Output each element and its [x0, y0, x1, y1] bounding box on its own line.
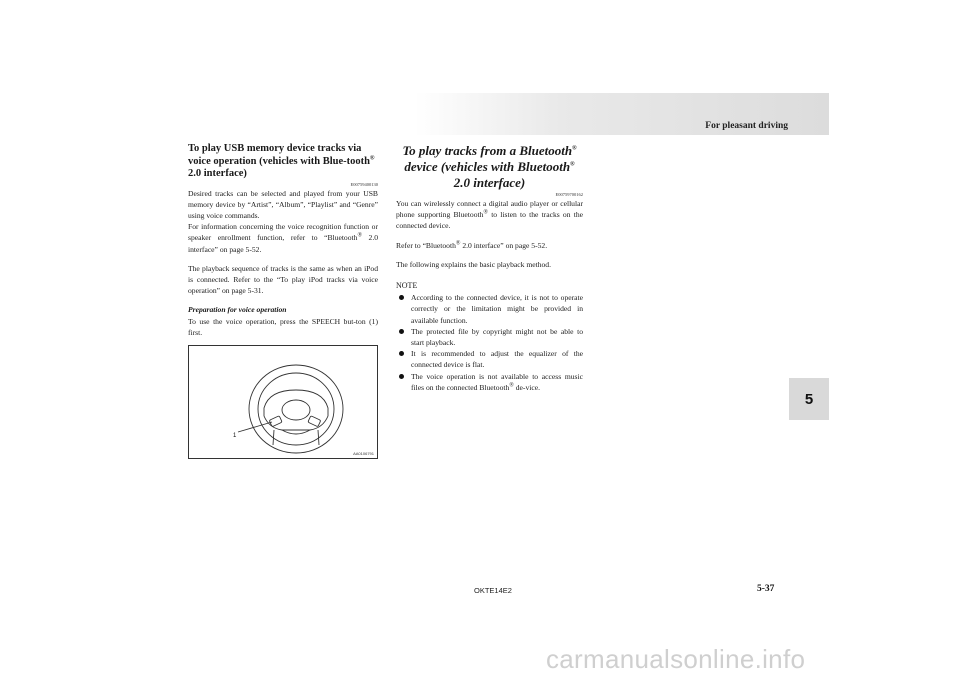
watermark: carmanualsonline.info: [546, 644, 806, 674]
right-section-code: E00759700162: [555, 192, 583, 197]
bullet-icon: [399, 351, 404, 356]
left-para-1: Desired tracks can be selected and played from your USB memory device by “Artist”, “Album”, “Playlist” and “Genre” using voice commands.: [188, 188, 378, 220]
note-item: The protected file by copyright might not be able to start playback.: [396, 326, 583, 348]
bullet-icon: [399, 329, 404, 334]
steering-wheel-illustration: [189, 346, 377, 458]
preparation-subheading: Preparation for voice operation: [188, 305, 287, 315]
right-heading: To play tracks from a Bluetooth® device (vehicles with Bluetooth® 2.0 interface): [402, 143, 577, 190]
footer-doc-code: OKTE14E2: [474, 586, 512, 595]
left-column: [188, 143, 378, 338]
note-item: It is recommended to adjust the equalizer of the connected device is flat.: [396, 348, 583, 370]
page-number: 5-37: [757, 584, 775, 594]
left-para-2: For information concerning the voice recognition function or speaker enrollment function, refer to “Bluetooth® 2.0 interface” on page 5-52.: [188, 222, 379, 254]
right-para-1: You can wirelessly connect a digital audio player or cellular phone supporting Bluetooth® to listen to the tracks on the connected device.: [396, 199, 583, 231]
chapter-tab: 5: [789, 378, 829, 420]
left-para-3: The playback sequence of tracks is the same as when an iPod is connected. Refer to the “To play iPod tracks via voice operation” on page 5-31.: [188, 263, 378, 296]
right-para-2: Refer to “Bluetooth® 2.0 interface” on page 5-52.: [396, 240, 548, 250]
note-item: According to the connected device, it is not to operate correctly or the limitation might be provided in available function.: [396, 292, 583, 326]
left-section-code: E00759400130: [350, 181, 378, 187]
section-title: For pleasant driving: [705, 121, 788, 131]
left-heading: To play USB memory device tracks via voice operation (vehicles with Blue-tooth® 2.0 interface): [188, 143, 375, 179]
bullet-icon: [399, 374, 404, 379]
figure-callout-1: 1: [233, 433, 237, 439]
note-item: The voice operation is not available to access music files on the connected Bluetooth® de-vice.: [396, 371, 583, 393]
left-para-4: To use the voice operation, press the SPEECH but-ton (1) first.: [188, 316, 378, 337]
figure-code: AA0106791: [353, 451, 374, 456]
note-label: NOTE: [396, 281, 418, 291]
steering-wheel-figure: [188, 345, 378, 459]
right-para-3: The following explains the basic playback method.: [396, 259, 551, 269]
bullet-icon: [399, 295, 404, 300]
note-list: [396, 292, 583, 393]
right-column: [396, 143, 583, 393]
